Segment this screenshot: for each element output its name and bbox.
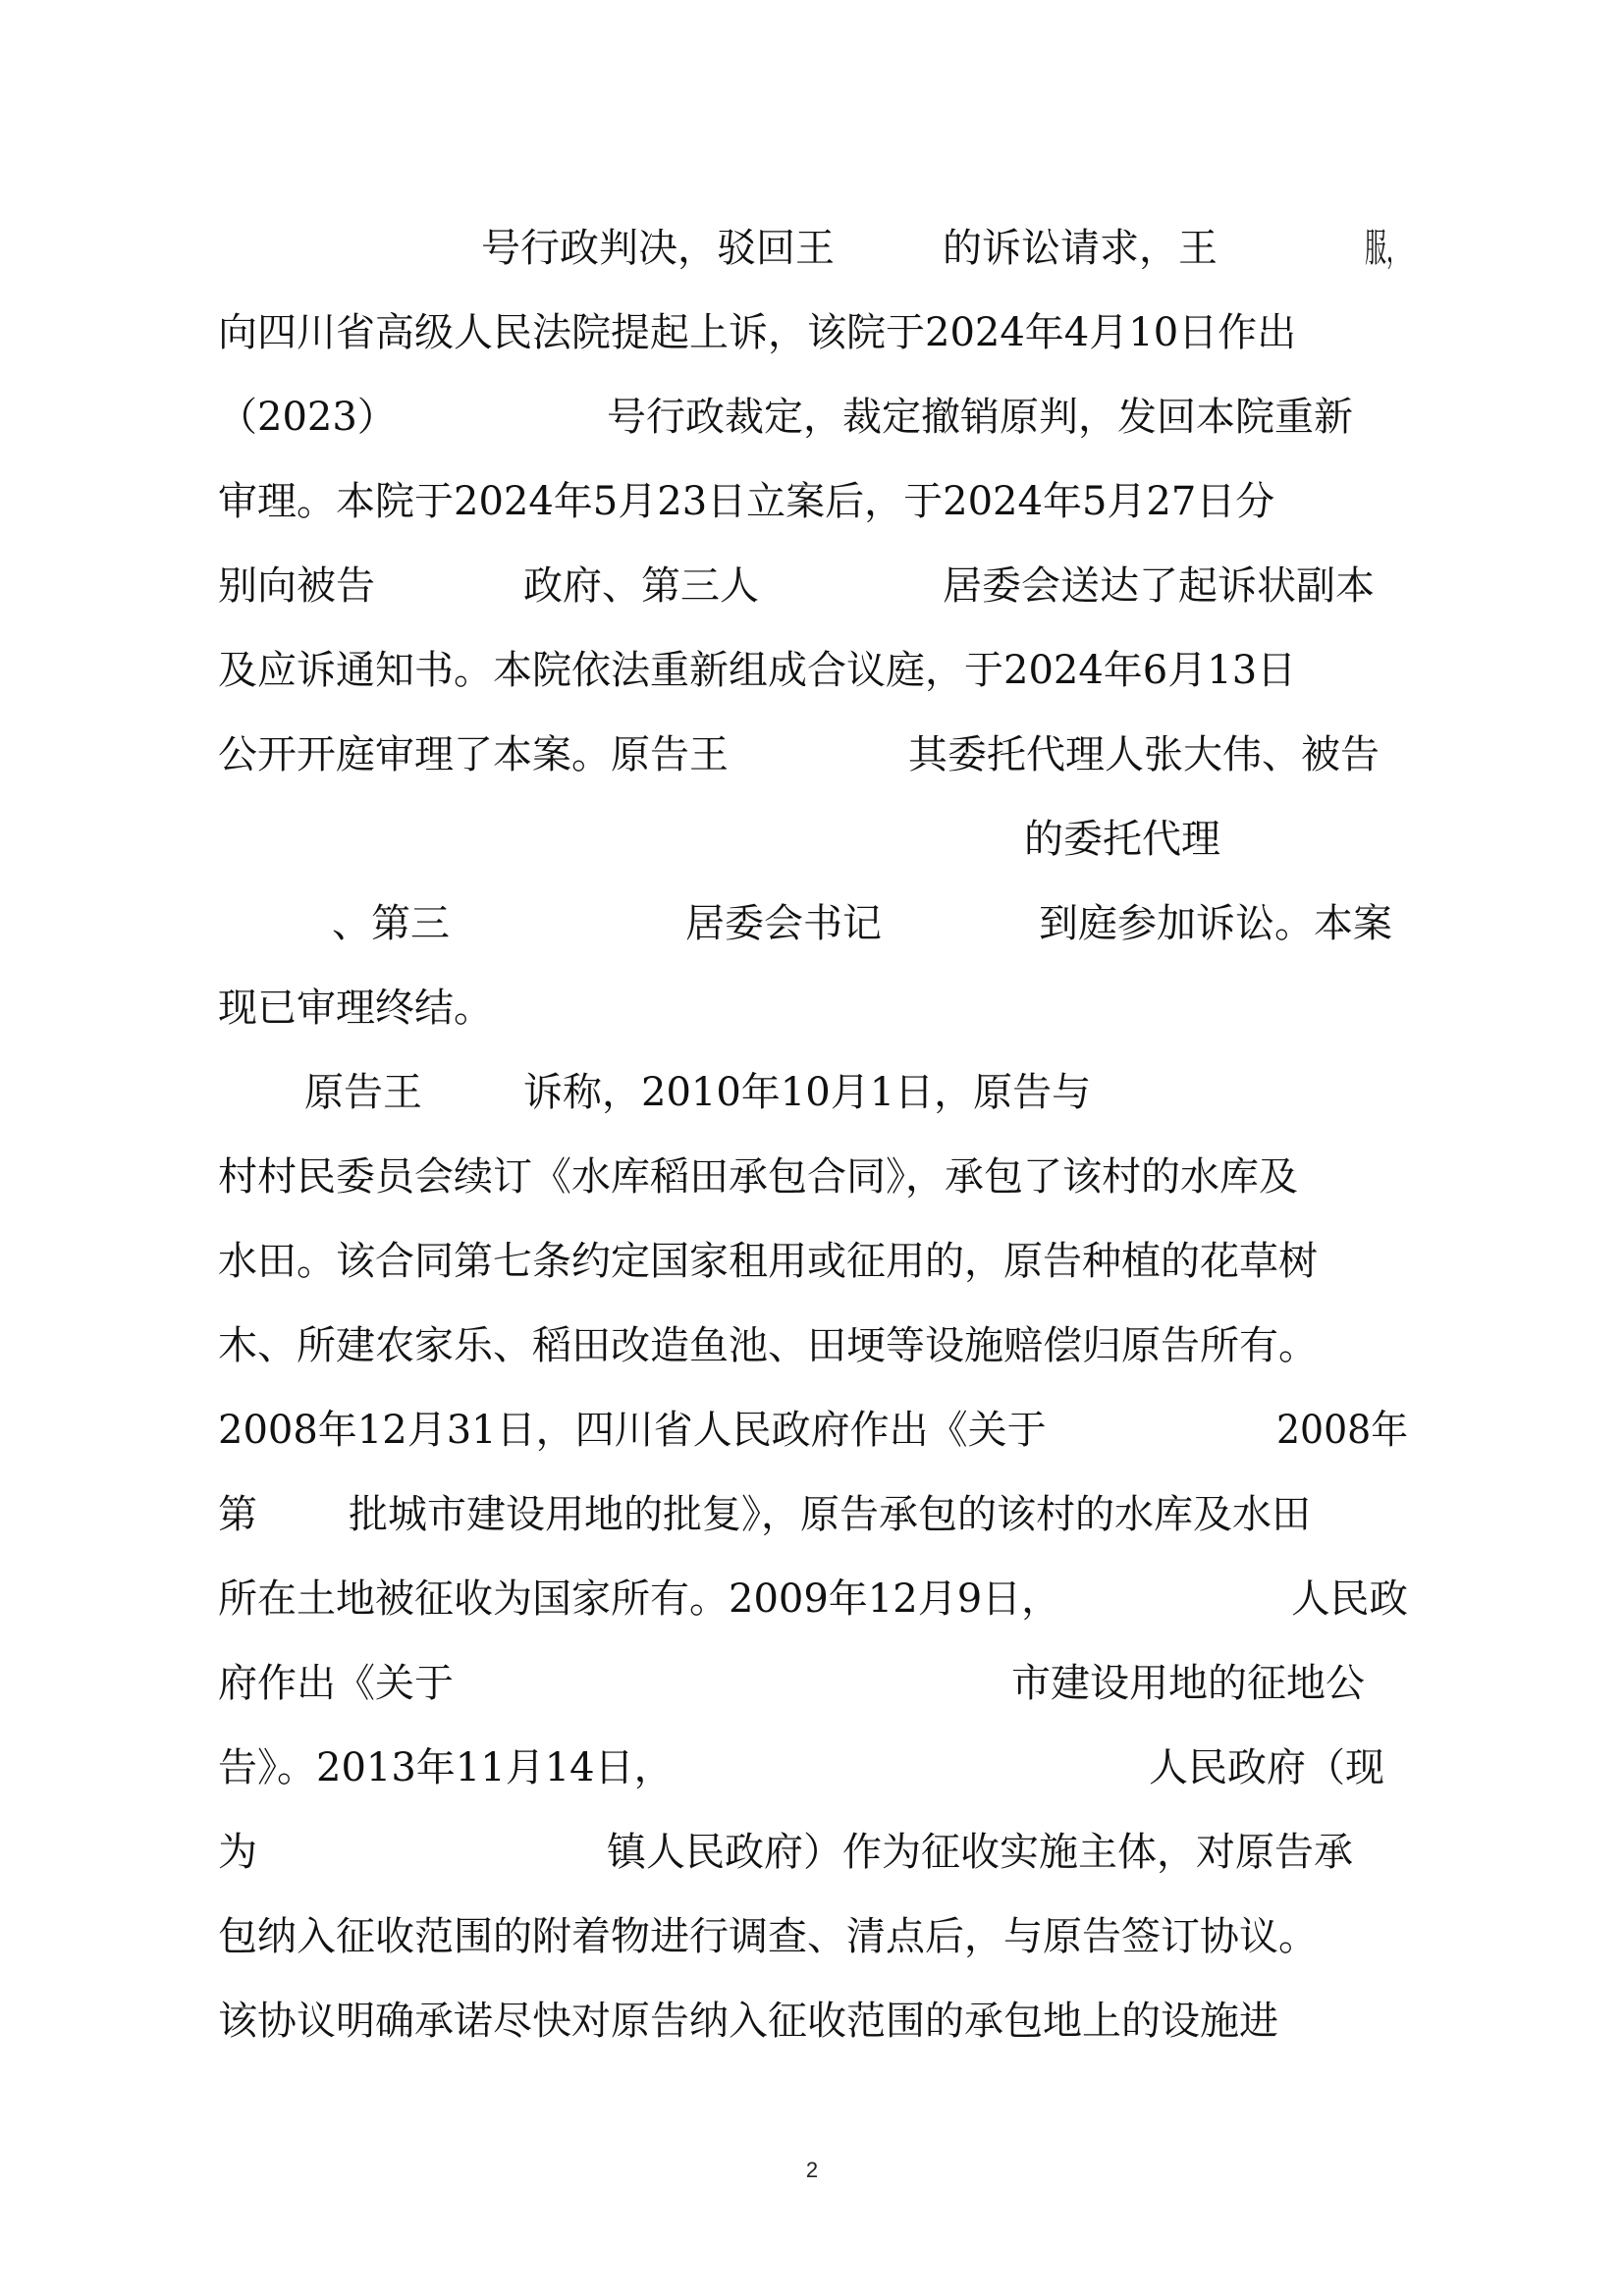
text-segment: 政府、第三人 <box>523 563 759 609</box>
text-line <box>0 1472 1624 1557</box>
text-line <box>0 206 1624 291</box>
page-number: 2 <box>805 2158 819 2182</box>
text-line <box>0 1979 1624 2063</box>
text-segment: 该协议明确承诺尽快对原告纳入征收范围的承包地上的设施进 <box>218 1999 1278 2044</box>
text-segment: 现已审理终结。 <box>218 986 493 1031</box>
text-segment: 镇人民政府）作为征收实施主体，对原告承 <box>607 1830 1353 1875</box>
text-segment: 别向被告 <box>218 563 375 609</box>
text-segment: 公开开庭审理了本案。原告王 <box>218 732 729 777</box>
text-segment: 其委托代理人张大伟、被告 <box>908 732 1380 777</box>
text-segment: 2008年12月31日，四川省人民政府作出《关于 <box>218 1408 1047 1453</box>
text-segment: 批城市建设用地的批复》，原告承包的该村的水库及水田 <box>349 1492 1311 1537</box>
text-segment: 的诉讼请求，王 <box>943 226 1218 271</box>
text-segment: （2023） <box>218 395 397 440</box>
text-line <box>0 966 1624 1050</box>
text-line <box>0 881 1624 966</box>
text-segment: 到庭参加诉讼。本案 <box>1039 901 1392 946</box>
text-line <box>0 375 1624 459</box>
text-line <box>0 1895 1624 1979</box>
text-segment: 包纳入征收范围的附着物进行调查、清点后，与原告签订协议。 <box>218 1914 1318 1959</box>
text-segment: 市建设用地的征地公 <box>1011 1661 1365 1706</box>
text-line <box>0 1810 1624 1895</box>
text-line <box>0 1557 1624 1641</box>
text-line <box>0 1304 1624 1388</box>
text-segment: 木、所建农家乐、稻田改造鱼池、田埂等设施赔偿归原告所有。 <box>218 1323 1318 1368</box>
text-line <box>0 1726 1624 1810</box>
text-segment: 水田。该合同第七条约定国家租用或征用的，原告种植的花草树 <box>218 1239 1318 1284</box>
text-segment: 人民政府（现 <box>1149 1745 1384 1790</box>
text-segment: 村村民委员会续订《水库稻田承包合同》，承包了该村的水库及 <box>218 1154 1298 1200</box>
text-segment: 人民政 <box>1291 1576 1409 1622</box>
text-segment: 号行政裁定，裁定撤销原判，发回本院重新 <box>607 395 1353 440</box>
text-line <box>0 1641 1624 1726</box>
text-segment: 2008年 <box>1276 1408 1408 1453</box>
text-segment: 为 <box>218 1830 257 1875</box>
text-segment: 第 <box>218 1492 257 1537</box>
text-segment: 告》。2013年11月14日， <box>218 1745 674 1790</box>
text-segment: 的委托代理 <box>1024 817 1220 862</box>
text-line <box>0 713 1624 797</box>
text-line <box>0 544 1624 628</box>
text-segment: 居委会书记 <box>685 901 882 946</box>
text-line <box>0 459 1624 544</box>
text-segment: 号行政判决，驳回王 <box>481 226 835 271</box>
text-segment: 服， <box>1365 226 1408 271</box>
text-line <box>0 1219 1624 1304</box>
text-segment: 所在土地被征收为国家所有。2009年12月9日， <box>218 1576 1061 1622</box>
text-line <box>0 1050 1624 1135</box>
text-line <box>0 797 1624 881</box>
text-segment: 审理。本院于2024年5月23日立案后，于2024年5月27日分 <box>218 479 1275 524</box>
text-segment: 居委会送达了起诉状副本 <box>943 563 1375 609</box>
text-line <box>0 1135 1624 1219</box>
text-line <box>0 291 1624 375</box>
text-segment: 原告王 <box>304 1070 422 1115</box>
text-segment: 及应诉通知书。本院依法重新组成合议庭，于2024年6月13日 <box>218 648 1297 693</box>
text-segment: 向四川省高级人民法院提起上诉，该院于2024年4月10日作出 <box>218 310 1297 355</box>
text-line <box>0 628 1624 713</box>
text-segment: 府作出《关于 <box>218 1661 454 1706</box>
text-segment: 、第三 <box>332 901 450 946</box>
text-segment: 诉称，2010年10月1日，原告与 <box>523 1070 1092 1115</box>
text-line <box>0 1388 1624 1472</box>
